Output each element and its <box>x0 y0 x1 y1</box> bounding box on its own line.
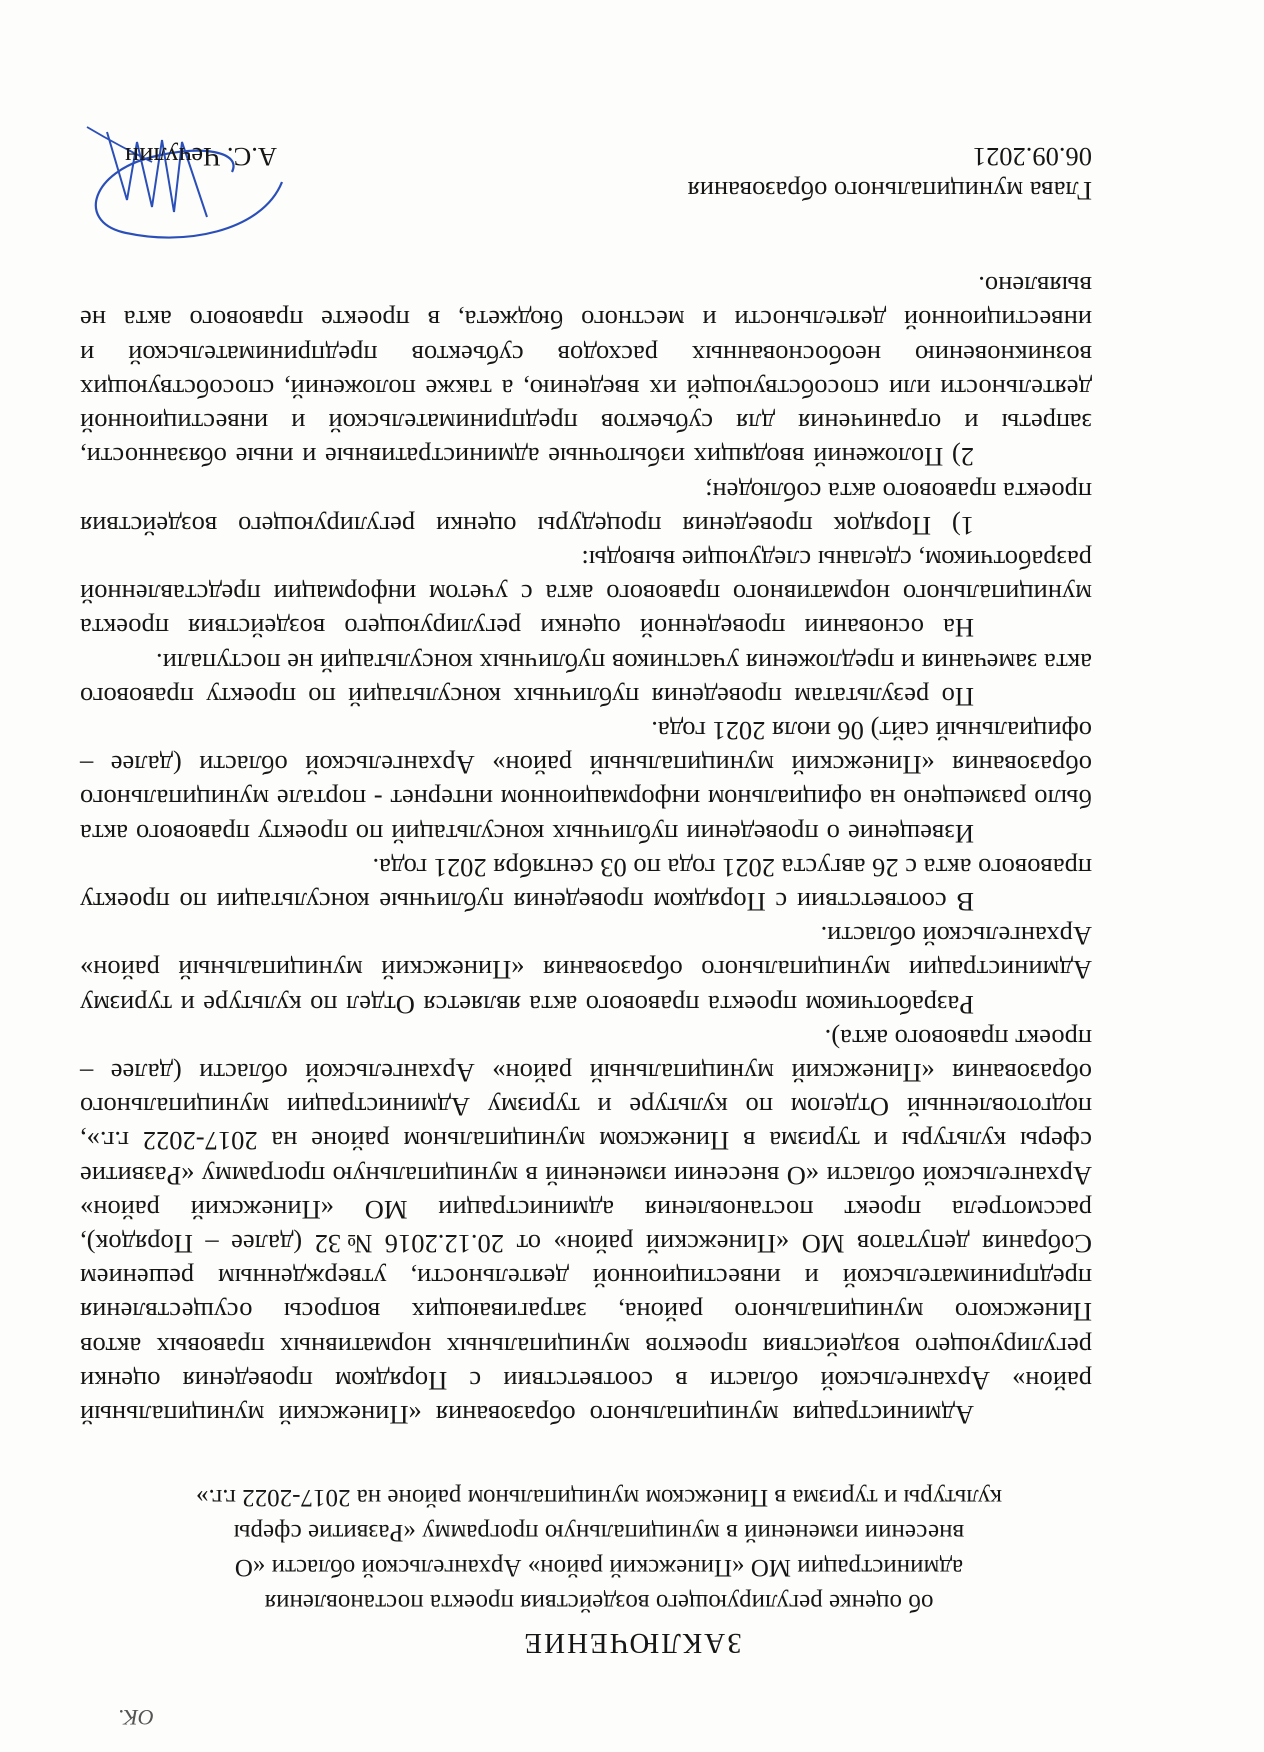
paragraph: Извещение о проведении публичных консультаций по проекту правового акта было размещено на официальном информационном интернет - портале муниципального образования «Пинежский муниципальный район» Архангельской области (далее – официальный сайт) 06 июля 2021 года. <box>80 715 1092 849</box>
document-subtitle: об оценке регулирующего воздействия проекта постановления администрации МО «Пинежский район» Архангельской области «О внесении изменений в муниципальную программу «Развитие сферы культуры и туризма в Пинежском муниципальном районе на 2017-2022 г.г.» <box>196 1484 1002 1616</box>
document-body <box>80 269 1092 1432</box>
paragraph: 1) Порядок проведения процедуры оценки регулирующего воздействия проекта правового акта соблюден; <box>80 476 1092 541</box>
paragraph: Разработчиком проекта правового акта является Отдел по культуре и туризму Администрации муниципального образования «Пинежский муниципальный район» Архангельской области. <box>80 921 1092 1020</box>
paragraph: Администрация муниципального образования «Пинежский муниципальный район» Архангельской области в соответствии с Порядком проведения оценки регулирующего воздействия проектов муниципальных нормативных правовых актов Пинежского муниципального района, затрагивающих вопросы осуществления предпринимательской и инвестиционной деятельности, утвержденным решением Собрания депутатов МО «Пинежский район» от 20.12.2016 №32 (далее – Порядок), рассмотрела проект постановления администрации МО «Пинежский район» Архангельской области «О внесении изменений в муниципальную программу «Развитие сферы культуры и туризма в Пинежском муниципальном районе на 2017-2022 г.г.», подготовленный Отделом по культуре и туризму Администрации муниципального образования «Пинежский муниципальный район» Архангельской области (далее – проект правового акта). <box>80 1023 1092 1430</box>
document-date: 06.09.2021 <box>972 142 1092 172</box>
paragraph: 2) Положений вводящих избыточные административные и иные обязанности, запреты и ограничения для субъектов предпринимательской и инвестиционной деятельности или способствующей их введению, а также положений, способствующих возникновению необоснованных расходов субъектов предпринимательской и инвестиционной деятельности и местного бюджета, в проекте правового акта не выявлено. <box>80 271 1092 473</box>
paragraph: По результатам проведения публичных консультаций по проекту правового акта замечания и предложения участников публичных консультаций не поступали. <box>80 647 1092 712</box>
signer-name: А.С. Чечулин <box>124 142 277 172</box>
paragraph: В соответствии с Порядком проведения публичные консультации по проекту правового акта с 26 августа 2021 года по 03 сентября 2021 года. <box>80 852 1092 917</box>
document-title: ЗАКЛЮЧЕНИЕ <box>522 1627 742 1659</box>
paragraph: На основании проведенной оценки регулирующего воздействия проекта муниципального нормативного правового акта с учетом информации представленной разработчиком, сделаны следующие выводы: <box>80 544 1092 644</box>
signer-position: Глава муниципального образования <box>687 176 1092 206</box>
margin-note: ОК. <box>118 1705 154 1730</box>
